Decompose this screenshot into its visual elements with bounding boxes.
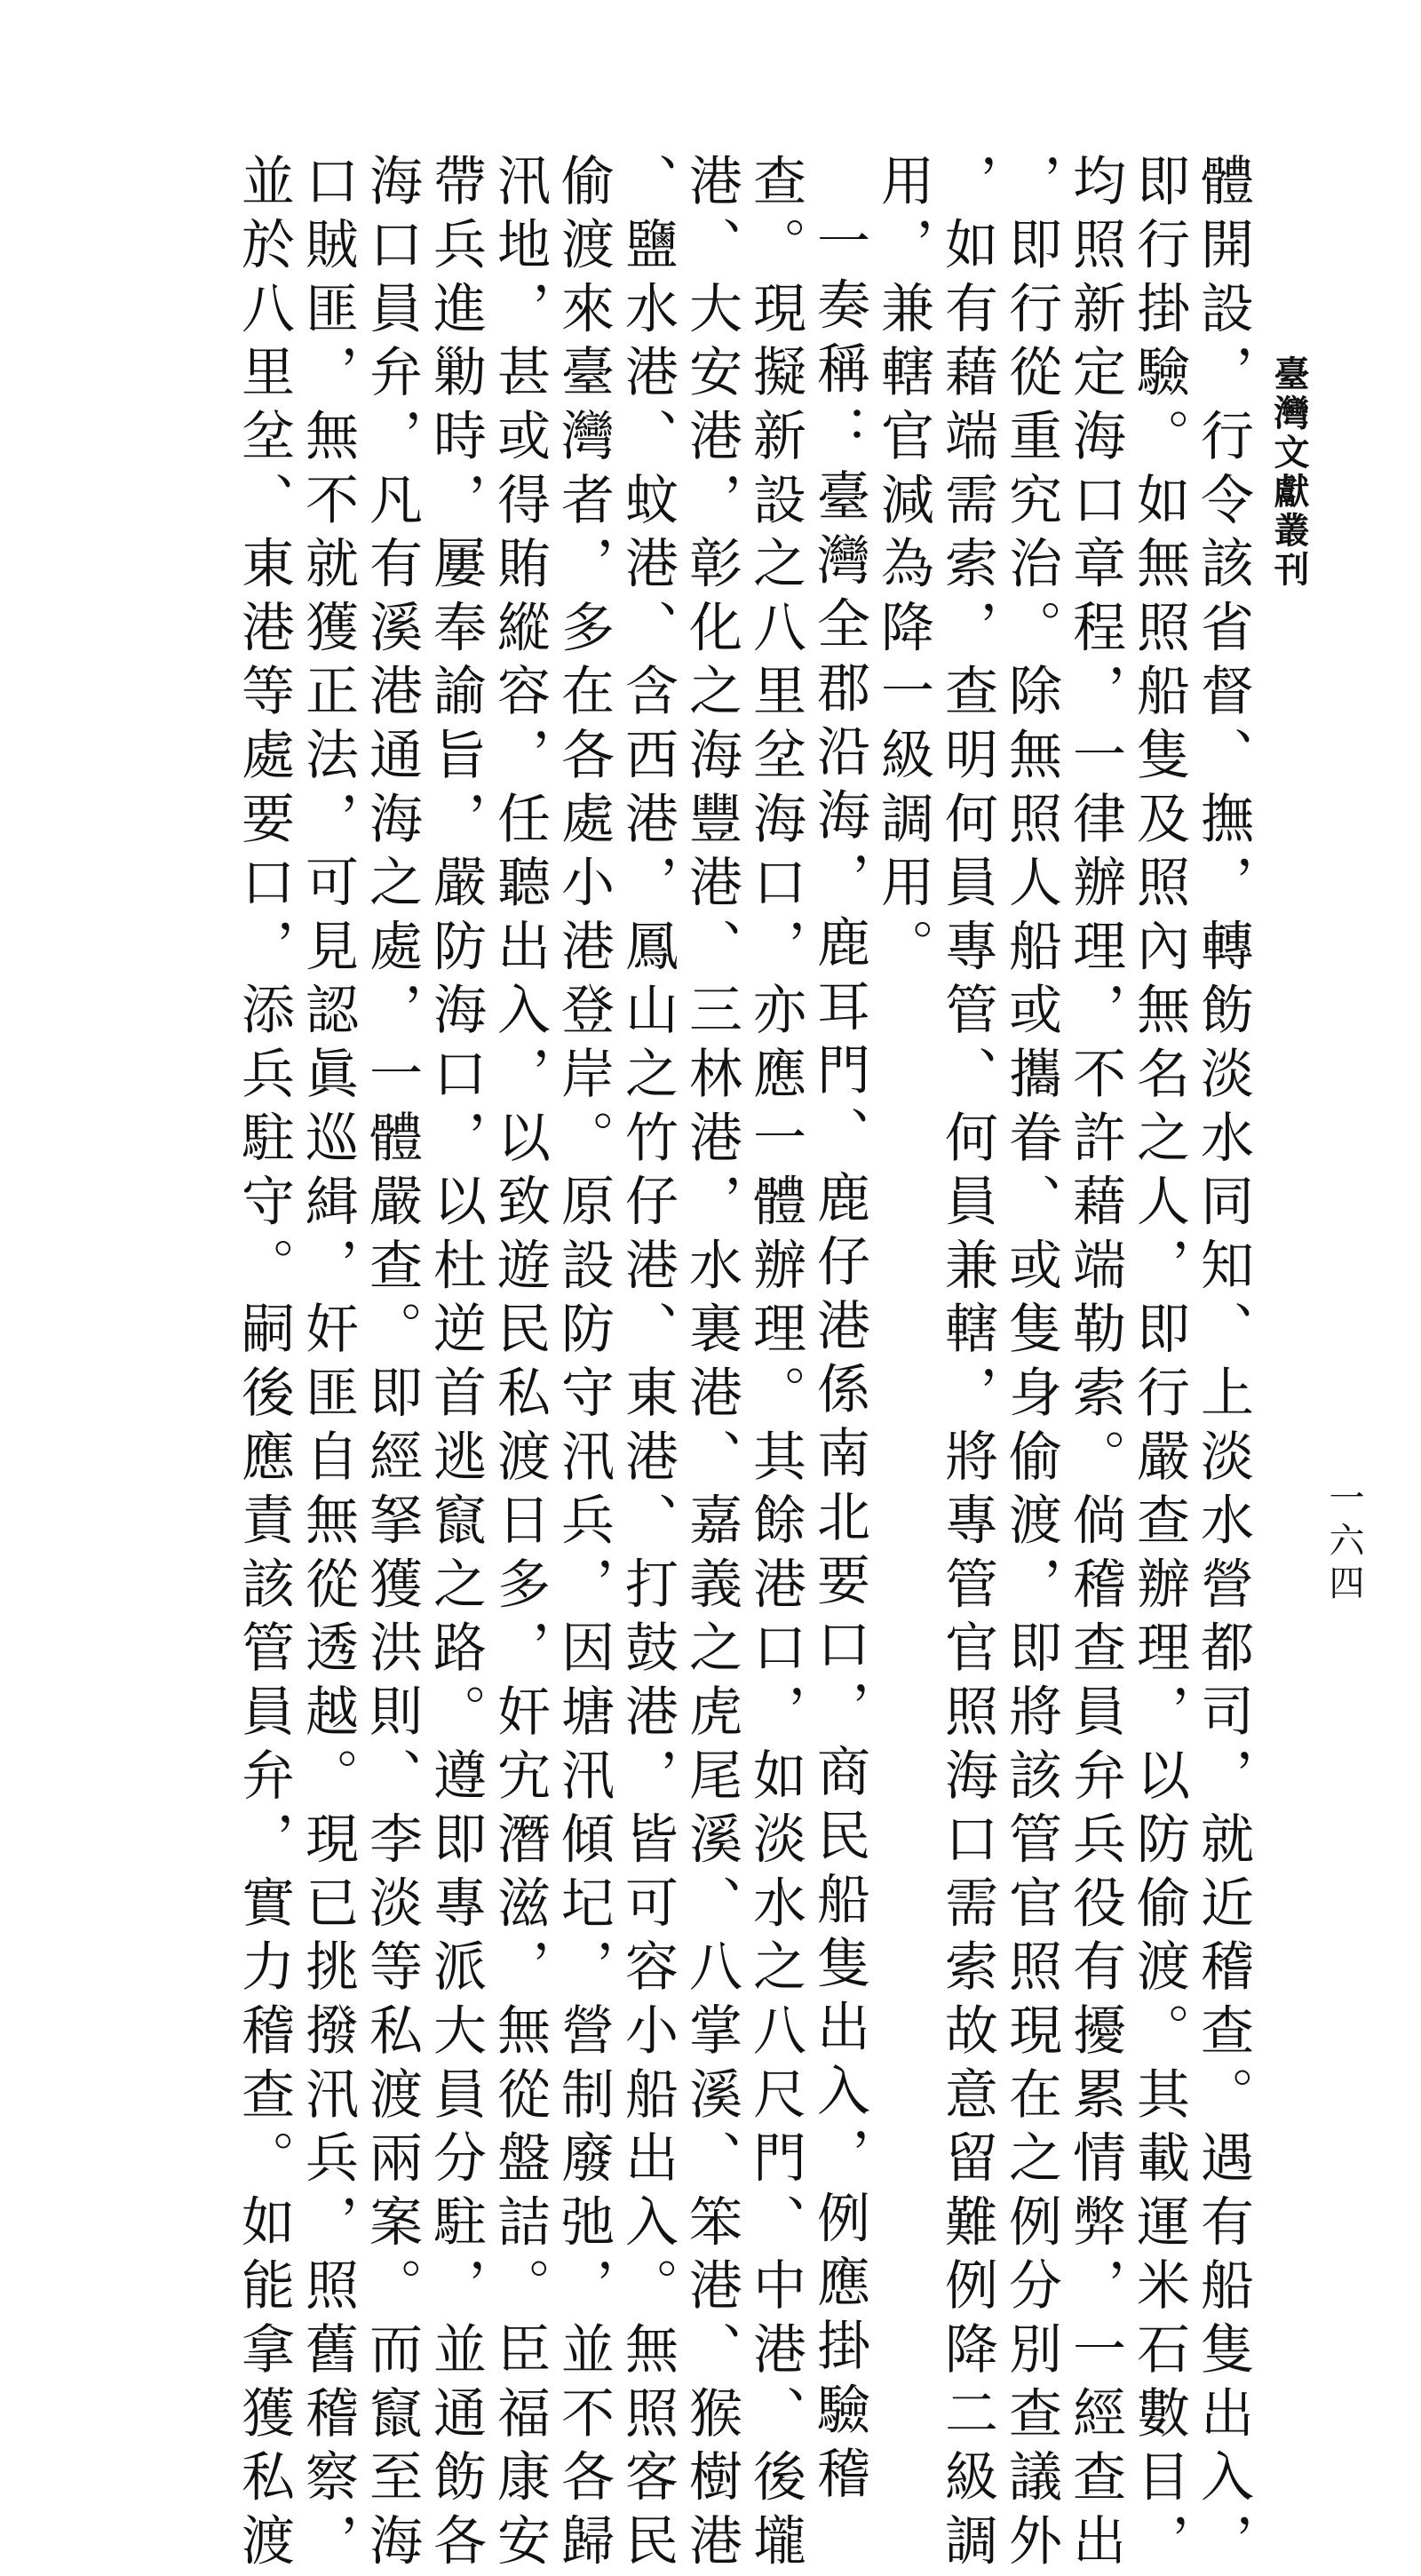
text-column-16: 並於八里坌、東港等處要口，添兵駐守。嗣後應責該管員弁，實力稽查。如能拿獲私渡	[233, 153, 295, 2576]
text-column-14: 海口員弁，凡有溪港通海之處，一體嚴查。即經拏獲洪則、李淡等私渡兩案。而竄至海	[361, 153, 423, 2576]
text-column-8: 查。現擬新設之八里坌海口，亦應一體辦理。其餘港口，如淡水之八尺門、中港、後壠	[744, 153, 806, 2576]
text-column-9: 港、大安港，彰化之海豐港、三林港，水裏港、嘉義之虎尾溪、八掌溪、笨港、猴樹港	[680, 153, 742, 2576]
text-column-4: ，即行從重究治。除無照人船或攜眷、或隻身偷渡，即將該管官照現在之例分別查議外	[1000, 153, 1062, 2576]
text-column-15: 口賊匪，無不就獲正法，可見認眞巡緝，奸匪自無從透越。現已挑撥汛兵，照舊稽察，	[297, 153, 359, 2576]
text-column-12: 汛地，甚或得賄縱容，任聽出入，以致遊民私渡日多，奸宄潛滋，無從盤詰。臣福康安	[488, 153, 551, 2576]
text-column-7: 一奏稱：臺灣全郡沿海，鹿耳門、鹿仔港係南北要口，商民船隻出入，例應掛驗稽	[808, 213, 870, 2509]
page-number: 一六四	[1323, 1479, 1364, 1607]
running-header-title: 臺灣文獻叢刊	[1268, 355, 1310, 590]
text-column-11: 偷渡來臺灣者，多在各處小港登岸。原設防守汛兵，因塘汛傾圮，營制廢弛，並不各歸	[552, 153, 615, 2576]
text-column-2: 即行掛驗。如無照船隻及照內無名之人，即行嚴查辦理，以防偷渡。其載運米石數目，	[1128, 153, 1190, 2576]
text-column-10: 、鹽水港、蚊港、含西港，鳳山之竹仔港、東港、打鼓港，皆可容小船出入。無照客民	[616, 153, 679, 2576]
text-column-3: 均照新定海口章程，一律辦理，不許藉端勒索。倘稽查員弁兵役有擾累情弊，一經查出	[1064, 153, 1126, 2576]
text-column-5: ，如有藉端需索，查明何員專管、何員兼轄，將專管官照海口需索故意留難例降二級調	[936, 153, 998, 2576]
text-column-6: 用，兼轄官減為降一級調用。	[872, 153, 934, 982]
text-column-13: 帶兵進勦時，屢奉諭旨，嚴防海口，以杜逆首逃竄之路。遵即專派大員分駐，並通飭各	[425, 153, 487, 2576]
text-column-1: 體開設，行令該省督、撫，轉飭淡水同知、上淡水營都司，就近稽查。遇有船隻出入，	[1192, 153, 1254, 2576]
